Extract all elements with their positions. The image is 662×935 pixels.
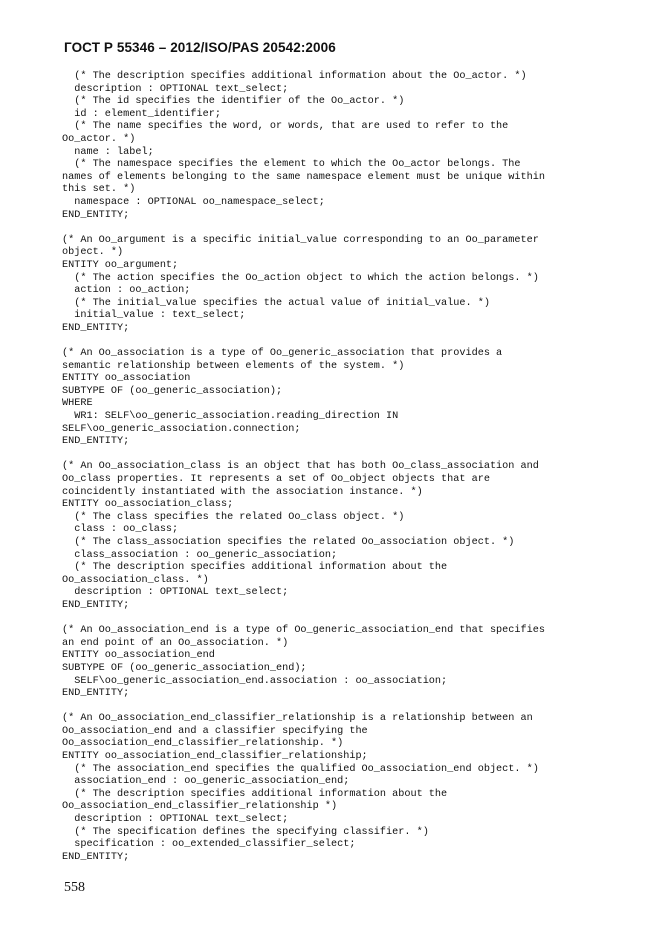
code-line: action : oo_action; [62, 285, 191, 297]
code-line: ENTITY oo_association_end_classifier_relationship; [62, 751, 368, 763]
code-line: names of elements belonging to the same namespace element must be unique within [62, 171, 545, 183]
page-number: 558 [64, 880, 85, 895]
code-line: (* The specification defines the specifying classifier. *) [62, 826, 429, 838]
code-line: Oo_actor. *) [62, 133, 136, 145]
code-line: (* An Oo_association_end is a type of Oo_generic_association_end that specifies [62, 625, 545, 637]
code-line: description : OPTIONAL text_select; [62, 83, 289, 95]
code-line: ENTITY oo_association [62, 373, 191, 385]
code-line: coincidently instantiated with the association instance. *) [62, 486, 423, 498]
code-line: SELF\oo_generic_association_end.association : oo_association; [62, 675, 448, 687]
code-line: WR1: SELF\oo_generic_association.reading_direction IN [62, 411, 399, 423]
code-line: namespace : OPTIONAL oo_namespace_select; [62, 196, 325, 208]
code-line: END_ENTITY; [62, 322, 130, 334]
code-line: (* An Oo_association is a type of Oo_generic_association that provides a [62, 348, 503, 360]
code-line: ENTITY oo_association_class; [62, 499, 234, 511]
code-line: object. *) [62, 247, 124, 259]
code-line: (* An Oo_argument is a specific initial_value corresponding to an Oo_parameter [62, 234, 539, 246]
code-line: class : oo_class; [62, 524, 179, 536]
code-line: END_ENTITY; [62, 688, 130, 700]
code-line: (* The description specifies additional information about the Oo_actor. *) [62, 71, 527, 82]
code-line: (* An Oo_association_end_classifier_relationship is a relationship between an [62, 713, 533, 725]
code-line: class_association : oo_generic_association; [62, 549, 338, 561]
page-title: ГОСТ Р 55346 – 2012/ISO/PAS 20542:2006 [64, 40, 336, 55]
express-code-listing [62, 71, 602, 864]
code-line: description : OPTIONAL text_select; [62, 587, 289, 599]
code-line: Oo_association_class. *) [62, 574, 209, 586]
code-line: specification : oo_extended_classifier_select; [62, 839, 356, 851]
code-line: (* The namespace specifies the element to which the Oo_actor belongs. The [62, 159, 521, 171]
code-line: END_ENTITY; [62, 209, 130, 221]
code-line [62, 335, 602, 348]
code-line: name : label; [62, 146, 154, 158]
code-line [62, 613, 602, 626]
code-line [62, 449, 602, 462]
code-line: Oo_class properties. It represents a set of Oo_object objects that are [62, 474, 490, 485]
code-line: (* The association_end specifies the qualified Oo_association_end object. *) [62, 763, 539, 775]
code-line: SELF\oo_generic_association.connection; [62, 423, 301, 435]
code-line: (* The class_association specifies the related Oo_association object. *) [62, 536, 515, 548]
code-line: id : element_identifier; [62, 108, 221, 120]
code-line: an end point of an Oo_association. *) [62, 637, 289, 649]
code-line: ENTITY oo_association_end [62, 650, 215, 662]
code-line: Oo_association_end and a classifier specifying the [62, 725, 368, 737]
code-line: (* The id specifies the identifier of the Oo_actor. *) [62, 96, 405, 108]
code-line: END_ENTITY; [62, 599, 130, 611]
code-line: ENTITY oo_argument; [62, 259, 179, 271]
code-line [62, 222, 602, 235]
code-line: (* The description specifies additional information about the [62, 788, 448, 800]
code-line: END_ENTITY; [62, 851, 130, 863]
code-line: WHERE [62, 398, 93, 410]
code-line: (* The initial_value specifies the actual value of initial_value. *) [62, 297, 490, 309]
code-line: (* An Oo_association_class is an object that has both Oo_class_association and [62, 461, 539, 473]
code-line: (* The name specifies the word, or words, that are used to refer to the [62, 121, 509, 133]
code-line: semantic relationship between elements of the system. *) [62, 360, 405, 372]
code-line: initial_value : text_select; [62, 310, 246, 322]
code-line: (* The description specifies additional information about the [62, 562, 448, 574]
code-line: description : OPTIONAL text_select; [62, 814, 289, 826]
code-line: association_end : oo_generic_association_end; [62, 776, 350, 788]
code-line: SUBTYPE OF (oo_generic_association_end); [62, 662, 307, 674]
code-line: this set. *) [62, 184, 136, 196]
code-line: END_ENTITY; [62, 436, 130, 448]
code-line: SUBTYPE OF (oo_generic_association); [62, 385, 283, 397]
code-line: Oo_association_end_classifier_relationship. *) [62, 738, 344, 750]
code-line: (* The action specifies the Oo_action object to which the action belongs. *) [62, 272, 539, 284]
code-line: (* The class specifies the related Oo_class object. *) [62, 511, 405, 523]
code-line [62, 701, 602, 714]
code-line: Oo_association_end_classifier_relationship *) [62, 801, 338, 813]
